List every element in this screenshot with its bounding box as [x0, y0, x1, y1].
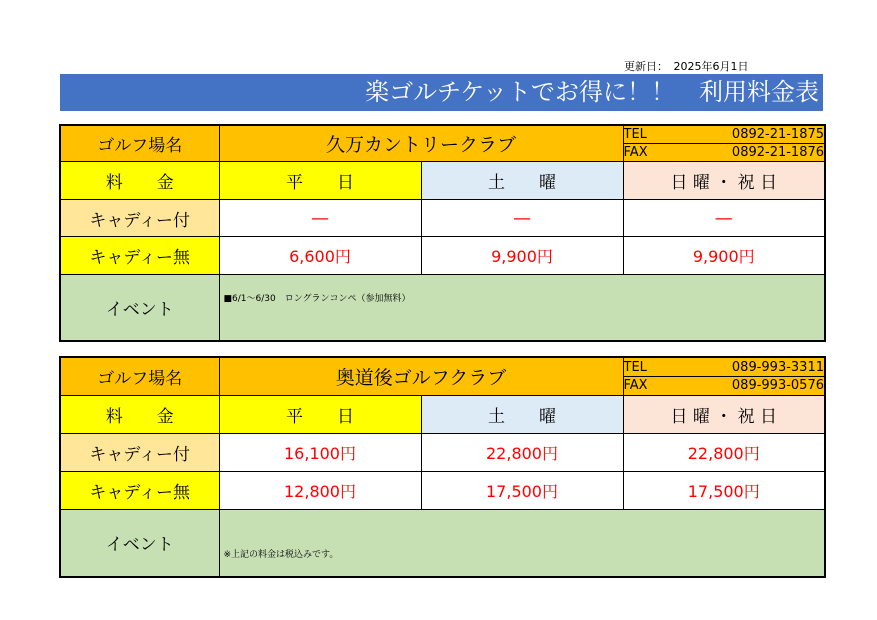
caddy-without-holiday: 17,500円	[623, 471, 825, 509]
price-table-kuma	[59, 124, 826, 342]
fax-label: FAX	[623, 145, 648, 160]
fax-number: 089-993-0576	[731, 377, 824, 393]
weekday-header: 平 日	[219, 162, 421, 200]
caddy-with-holiday: —	[623, 200, 825, 237]
caddy-with-saturday: 22,800円	[421, 433, 623, 471]
caddy-without-saturday: 9,900円	[421, 237, 623, 275]
tel-row	[624, 359, 825, 377]
caddy-without-weekday: 12,800円	[219, 471, 421, 509]
caddy-without-label: キャディー無	[60, 471, 219, 509]
holiday-header: 日 曜 ・ 祝 日	[623, 162, 825, 200]
price-table-okudogo	[59, 356, 826, 578]
fee-label: 料 金	[60, 395, 219, 433]
caddy-without-holiday: 9,900円	[623, 237, 825, 275]
caddy-with-label: キャディー付	[60, 433, 219, 471]
tel-number: 0892-21-1875	[731, 127, 825, 142]
caddy-without-label: キャディー無	[60, 237, 219, 275]
event-label: イベント	[60, 275, 219, 341]
fax-row	[624, 377, 825, 394]
weekday-header: 平 日	[219, 395, 421, 433]
caddy-with-weekday: —	[219, 200, 421, 237]
fax-label: FAX	[623, 377, 648, 393]
caddy-without-weekday: 6,600円	[219, 237, 421, 275]
course-name: 奥道後ゴルフクラブ	[219, 357, 623, 395]
course-label: ゴルフ場名	[60, 125, 219, 162]
caddy-with-holiday: 22,800円	[623, 433, 825, 471]
saturday-header: 土 曜	[421, 395, 623, 433]
event-label: イベント	[60, 509, 219, 577]
tel-label: TEL	[623, 127, 647, 142]
fee-label: 料 金	[60, 162, 219, 200]
caddy-with-weekday: 16,100円	[219, 433, 421, 471]
caddy-with-saturday: —	[421, 200, 623, 237]
event-text: ■6/1～6/30 ロングランコンペ（参加無料）	[219, 275, 825, 341]
caddy-with-label: キャディー付	[60, 200, 219, 237]
event-text: ※上記の料金は税込みです。	[219, 509, 825, 577]
course-name: 久万カントリークラブ	[219, 125, 623, 162]
fax-number: 0892-21-1876	[731, 145, 825, 160]
tel-row	[624, 126, 825, 144]
contact-cell	[623, 357, 825, 395]
updated-date: 更新日： 2025年6月1日	[624, 60, 749, 73]
caddy-without-saturday: 17,500円	[421, 471, 623, 509]
course-label: ゴルフ場名	[60, 357, 219, 395]
saturday-header: 土 曜	[421, 162, 623, 200]
contact-cell	[623, 125, 825, 162]
tel-number: 089-993-3311	[731, 359, 824, 375]
page-title-banner: 楽ゴルチケットでお得に！！ 利用料金表	[60, 74, 823, 111]
tel-label: TEL	[623, 359, 647, 375]
fax-row	[624, 144, 825, 161]
holiday-header: 日 曜 ・ 祝 日	[623, 395, 825, 433]
